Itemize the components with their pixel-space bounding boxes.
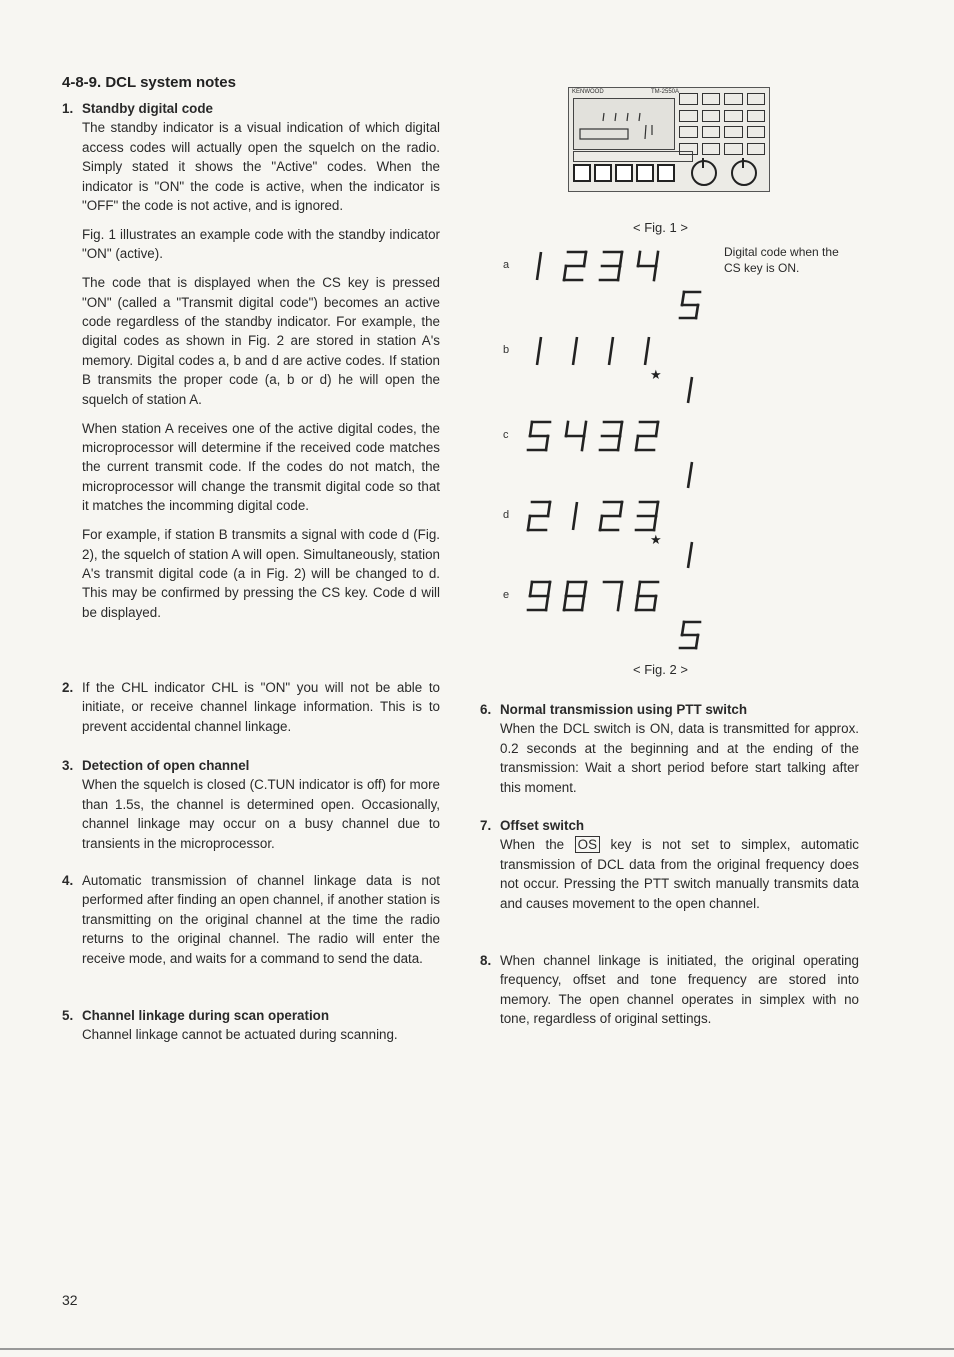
code-row-label: c	[503, 429, 509, 441]
item-prefix: When the	[500, 837, 565, 853]
item-number: 2.	[62, 680, 74, 695]
digit-2	[600, 502, 622, 530]
radio-display	[573, 98, 675, 150]
digit-5	[528, 422, 550, 450]
digit-3	[600, 252, 622, 280]
digit-2	[636, 422, 658, 450]
radio-main-keys	[573, 164, 675, 182]
item-paragraph: The code that is displayed when the CS key is pressed "ON" (called a "Transmit digital code") becomes an active code regardless of the standby indicator. For example, the digital codes as shown in Fig. 2 are stored in station A's memory. Digital codes a, b and d are active codes. If station B transmits the proper code (a, b or d) he will open the squelch of station A.	[82, 275, 440, 407]
note-item-2	[62, 678, 440, 736]
digit-2	[528, 502, 550, 530]
item-number: 3.	[62, 758, 74, 773]
digit-1	[645, 337, 649, 365]
note-item-7	[480, 816, 859, 913]
radio-key	[636, 164, 654, 182]
item-paragraph-text: key is not set to simplex, automatic transmission of DCL data from the original frequency does not occur. Pressing the PTT switch manually transmits data and causes movement to the open channel.	[500, 837, 859, 911]
note-item-3	[62, 756, 440, 853]
note-item-5	[62, 1006, 440, 1045]
item-paragraph: Channel linkage cannot be actuated during scanning.	[82, 1027, 398, 1043]
radio-display-digits	[574, 99, 674, 149]
squelch-knob-icon	[731, 160, 757, 186]
note-item-4	[62, 871, 440, 968]
digit-1	[688, 542, 692, 568]
code-row-label: d	[503, 509, 510, 521]
os-key-label: OS	[575, 836, 600, 853]
standby-digit-d	[674, 536, 704, 576]
digit-5	[680, 622, 700, 648]
page-number: 32	[62, 1292, 78, 1308]
digit-1	[537, 252, 541, 280]
radio-brand: KENWOOD	[572, 89, 604, 95]
digit-3	[600, 422, 622, 450]
code-row-label: a	[503, 259, 510, 271]
note-item-1	[62, 99, 440, 622]
item-paragraph	[500, 835, 859, 913]
section-heading: 4-8-9. DCL system notes	[62, 74, 236, 91]
fig2-caption: < Fig. 2 >	[633, 662, 688, 677]
digit-7	[604, 582, 622, 610]
item-paragraph: When the DCL switch is ON, data is transmitted for approx. 0.2 seconds at the beginning and at the ending of the transmission: Wait a short period before start talking after this moment.	[500, 721, 859, 795]
radio-front-panel	[568, 87, 770, 192]
item-number: 6.	[480, 702, 492, 717]
standby-digit-a	[674, 286, 704, 326]
radio-key	[615, 164, 633, 182]
digit-2	[564, 252, 586, 280]
radio-keypad	[679, 93, 765, 155]
digit-5	[680, 292, 700, 318]
item-title: Standby digital code	[82, 101, 213, 116]
digit-1	[573, 337, 577, 365]
radio-key	[594, 164, 612, 182]
standby-digit-c	[674, 456, 704, 496]
item-title: Detection of open channel	[82, 758, 250, 773]
standby-star-icon: ★	[650, 367, 662, 382]
standby-star-icon: ★	[650, 532, 662, 547]
item-number: 7.	[480, 818, 492, 833]
item-title: Offset switch	[500, 818, 585, 833]
radio-key	[573, 164, 591, 182]
item-paragraph: For example, if station B transmits a signal with code d (Fig. 2), the squelch of station A will open. Simultaneously, station A's transmit digital code (a in Fig. 2) will be changed to d. This may be confirmed by pressing the CS key. Code d will be displayed.	[82, 527, 440, 620]
digit-4	[638, 252, 658, 280]
code-row-label: e	[503, 589, 510, 601]
item-paragraph: When channel linkage is initiated, the original operating frequency, offset and tone frequency are stored into memory. The open channel operates in simplex with no tone, regardless of original settings.	[500, 953, 859, 1027]
bottom-rule	[0, 1348, 954, 1350]
item-paragraph: Automatic transmission of channel linkage data is not performed after finding an open channel, if another station is transmitting on the original channel at the time the radio returns to the original channel. The radio will enter the receive mode, and waits for a command to send the data.	[82, 873, 440, 966]
digit-4	[566, 422, 586, 450]
item-title: Normal transmission using PTT switch	[500, 702, 748, 717]
digit-code-d	[522, 496, 672, 536]
volume-knob-icon	[691, 160, 717, 186]
digit-code-e	[522, 576, 672, 616]
item-paragraph: When the squelch is closed (C.TUN indicator is off) for more than 1.5s, the channel is determined open. Occasionally, channel linkage may occur on a busy channel due to transients in the microprocessor.	[82, 777, 440, 851]
digit-9	[528, 582, 550, 610]
note-item-6	[480, 700, 859, 797]
item-title: Channel linkage during scan operation	[82, 1008, 330, 1023]
item-number: 1.	[62, 101, 74, 116]
item-number: 5.	[62, 1008, 74, 1023]
digit-3	[636, 502, 658, 530]
digit-code-a	[522, 246, 672, 286]
standby-digit-b	[674, 371, 704, 411]
digit-1	[609, 337, 613, 365]
digit-8	[564, 582, 586, 610]
digit-1	[573, 502, 577, 530]
item-paragraph: When station A receives one of the active digital codes, the microprocessor will determine if the received code matches the current transmit code. If the codes do not match, the microprocessor will change the transmit digital code so that it matches the incomming digital code.	[82, 420, 440, 514]
note-item-8	[480, 951, 859, 1029]
item-paragraph: The standby indicator is a visual indication of which digital access codes will actually open the squelch on the radio. Simply stated it shows the "Active" codes. When the indicator is "ON" the code is active, when the indicator is "OFF" the code is not active, and is ignored.	[82, 120, 440, 214]
fig1-caption: < Fig. 1 >	[633, 220, 688, 235]
radio-key-strip	[573, 151, 693, 162]
item-paragraph: Fig. 1 illustrates an example code with the standby indicator "ON" (active).	[82, 226, 440, 262]
digit-code-c	[522, 416, 672, 456]
digit-1	[537, 337, 541, 365]
item-number: 8.	[480, 953, 492, 968]
radio-key	[657, 164, 675, 182]
radio-model: TM-2550A	[651, 89, 680, 95]
digit-6	[636, 582, 658, 610]
standby-digit-e	[674, 616, 704, 656]
item-paragraph: If the CHL indicator CHL is "ON" you will not be able to initiate, or receive channel linkage information. This is to prevent accidental channel linkage.	[82, 680, 440, 734]
digit-code-b	[522, 331, 672, 371]
digit-1	[688, 377, 692, 403]
digit-1	[688, 462, 692, 488]
item-number: 4.	[62, 873, 74, 888]
code-row-label: b	[503, 344, 510, 356]
fig1-side-note: Digital code when the CS key is ON.	[724, 245, 839, 275]
